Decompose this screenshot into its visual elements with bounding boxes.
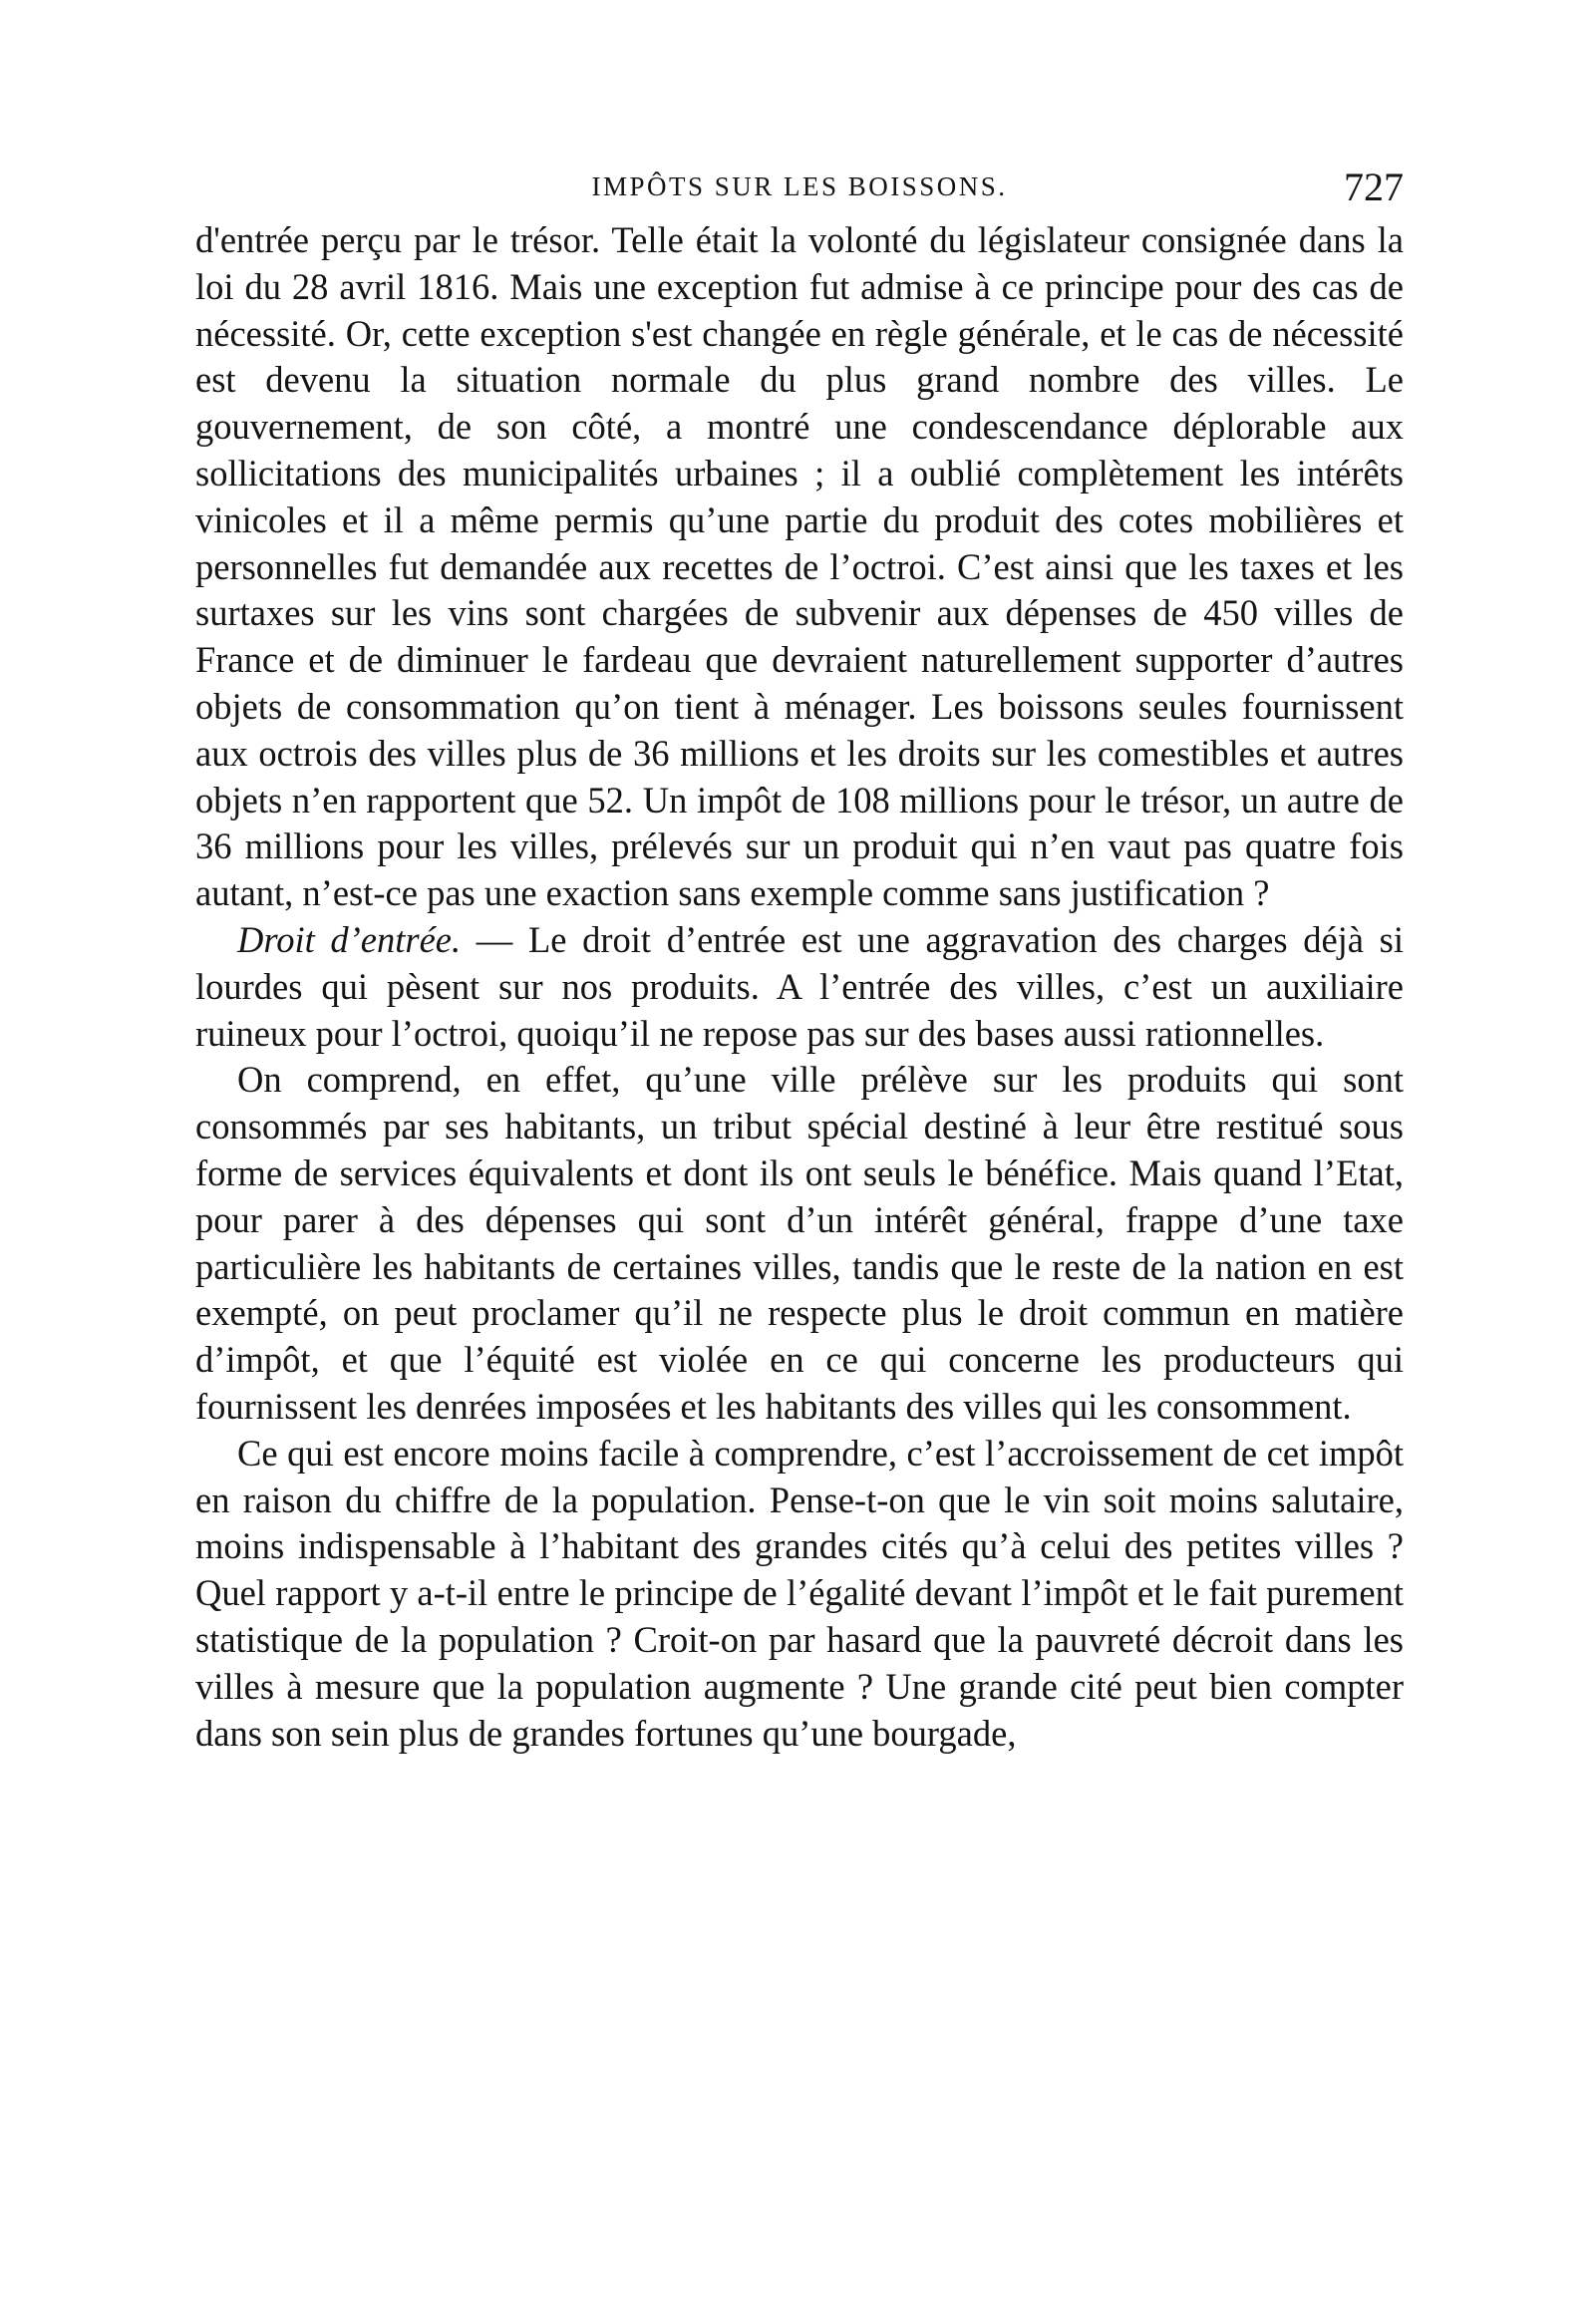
paragraph-droit-entree xyxy=(195,917,1404,1057)
page-number: 727 xyxy=(1344,164,1404,209)
body-text xyxy=(195,217,1404,1757)
book-page xyxy=(195,164,1404,1757)
running-title: IMPÔTS SUR LES BOISSONS. xyxy=(591,171,1008,201)
paragraph: Ce qui est encore moins facile à comprendre, c’est l’accroissement de cet impôt en raison du chiffre de la population. Pense-t-on que le vin soit moins salutaire, moins indispensable à l’habitant des grandes cités qu’à celui des petites villes ? Quel rapport y a-t-il entre le principe de l’égalité devant l’impôt et le fait purement statistique de la population ? Croit-on par hasard que la pauvreté décroit dans les villes à mesure que la population augmente ? Une grande cité peut bien compter dans son sein plus de grandes fortunes qu’une bourgade, xyxy=(195,1432,1404,1754)
paragraph: On comprend, en effet, qu’une ville prélève sur les produits qui sont consommés par ses habitants, un tribut spécial destiné à leur être restitué sous forme de services équivalents et dont ils ont seuls le bénéfice. Mais quand l’Etat, pour parer à des dépenses qui sont d’un intérêt général, frappe d’une taxe particulière les habitants de certaines villes, tandis que le reste de la nation en est exempté, on peut proclamer qu’il ne respecte plus le droit commun en matière d’impôt, et que l’équité est violée en ce qui concerne les producteurs qui fournissent les denrées imposées et les habitants des villes qui les consomment. xyxy=(195,1059,1404,1427)
running-head xyxy=(195,164,1404,213)
paragraph-continuation: d'entrée perçu par le trésor. Telle était la volonté du législateur consignée dans la loi du 28 avril 1816. Mais une exception fut admise à ce principe pour des cas de nécessité. Or, cette exception s'est changée en règle générale, et le cas de nécessité est devenu la situation normale du plus grand nombre des villes. Le gouvernement, de son côté, a montré une condescendance déplorable aux sollicitations des municipalités urbaines ; il a oublié complètement les intérêts vinicoles et il a même permis qu’une partie du produit des cotes mobilières et personnelles fut demandée aux recettes de l’octroi. C’est ainsi que les taxes et les surtaxes sur les vins sont chargées de subvenir aux dépenses de 450 villes de France et de diminuer le fardeau que devraient naturellement supporter d’autres objets de consommation qu’on tient à ménager. Les boissons seules fournissent aux octrois des villes plus de 36 millions et les droits sur les comestibles et autres objets n’en rapportent que 52. Un impôt de 108 millions pour le trésor, un autre de 36 millions pour les villes, prélevés sur un produit qui n’en vaut pas quatre fois autant, n’est-ce pas une exaction sans exemple comme sans justification ? xyxy=(195,219,1404,914)
paragraph-text: — Le droit d’entrée est une aggravation des charges déjà si lourdes qui pèsent sur nos produits. A l’entrée des villes, c’est un auxiliaire ruineux pour l’octroi, quoiqu’il ne repose pas sur des bases aussi rationnelles. xyxy=(195,918,1404,1054)
section-run-in-heading: Droit d’entrée. xyxy=(237,918,462,960)
